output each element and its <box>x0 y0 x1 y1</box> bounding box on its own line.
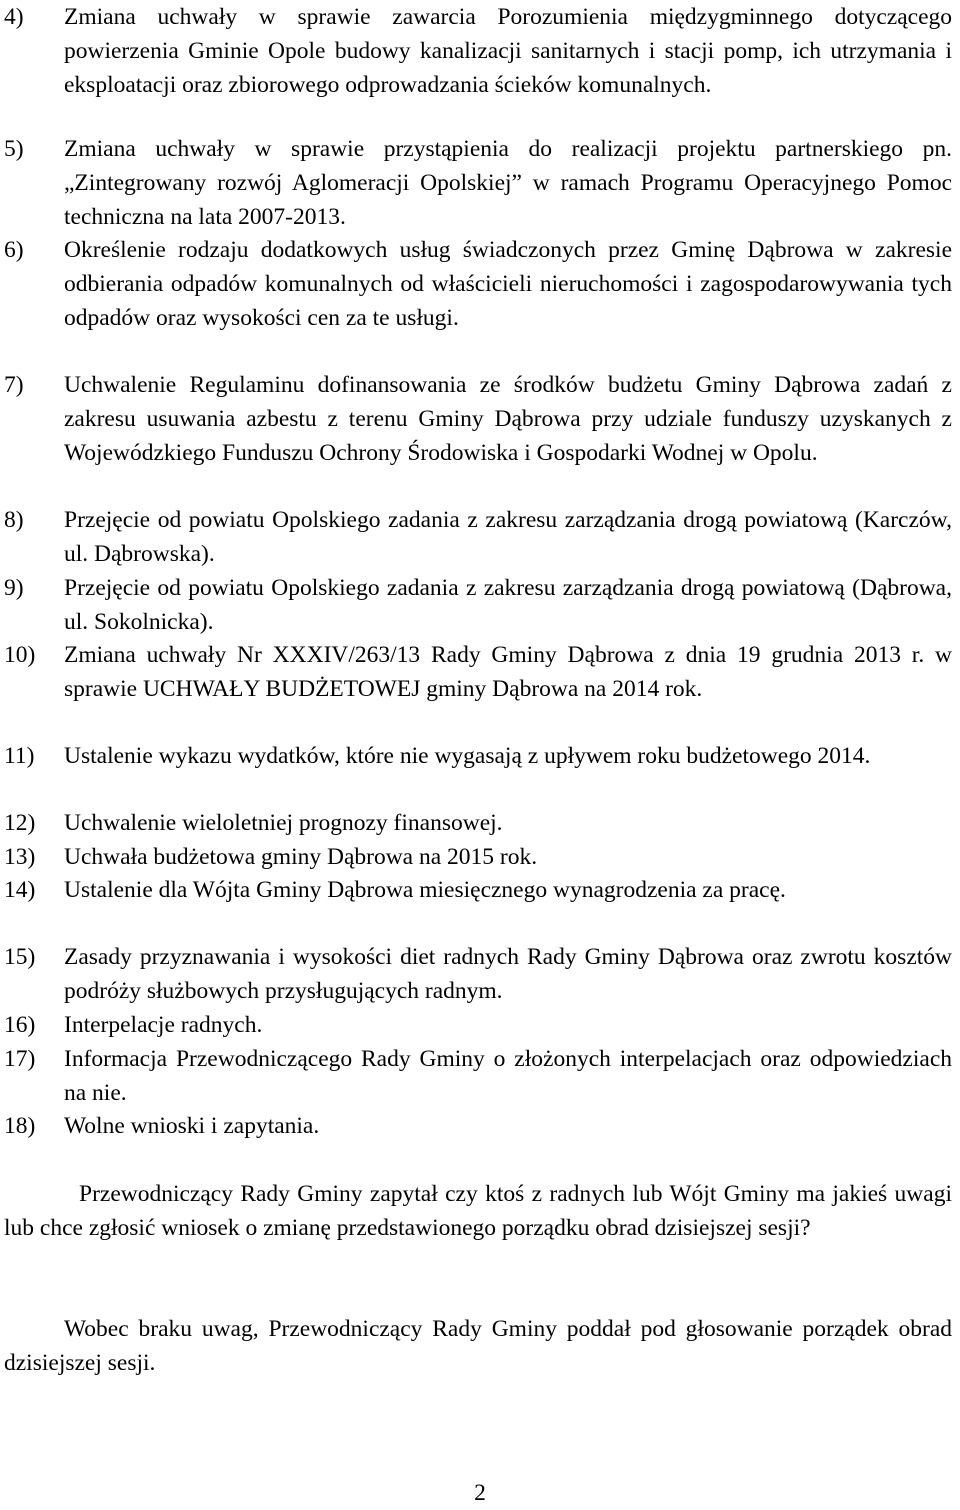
agenda-item-text: Przejęcie od powiatu Opolskiego zadania z zakresu zarządzania drogą powiatową (Dąbrowa, ul. Sokolnicka). <box>64 575 952 635</box>
agenda-item-number: 15) <box>4 944 36 970</box>
agenda-item-number: 16) <box>4 1012 36 1038</box>
agenda-item-text: Zmiana uchwały w sprawie zawarcia Porozumienia międzygminnego dotyczącego powierzenia Gminie Opole budowy kanalizacji sanitarnych i stacji pomp, ich utrzymania i eksploatacji oraz zbiorowego odprowadzania ścieków komunalnych. <box>64 4 952 98</box>
agenda-item-number: 14) <box>4 877 36 903</box>
agenda-item-number: 17) <box>4 1046 36 1072</box>
agenda-item-number: 7) <box>4 372 24 398</box>
agenda-item-text: Interpelacje radnych. <box>64 1012 263 1038</box>
agenda-item-text: Ustalenie dla Wójta Gminy Dąbrowa miesięcznego wynagrodzenia za pracę. <box>64 877 786 903</box>
agenda-item-text: Przejęcie od powiatu Opolskiego zadania z zakresu zarządzania drogą powiatową (Karczów, ul. Dąbrowska). <box>64 507 952 567</box>
agenda-item-number: 12) <box>4 810 36 836</box>
paragraph-text: Wobec braku uwag, Przewodniczący Rady Gminy poddał pod głosowanie porządek obrad dzisiejszej sesji. <box>4 1316 952 1376</box>
agenda-item-text: Informacja Przewodniczącego Rady Gminy o złożonych interpelacjach oraz odpowiedziach na nie. <box>64 1046 952 1106</box>
agenda-item-number: 5) <box>4 136 24 162</box>
agenda-item-number: 18) <box>4 1113 36 1139</box>
agenda-item-number: 4) <box>4 4 24 30</box>
body-paragraph <box>4 1312 952 1380</box>
agenda-item-text: Wolne wnioski i zapytania. <box>64 1113 320 1139</box>
agenda-item-number: 9) <box>4 575 24 601</box>
agenda-item-number: 11) <box>4 743 35 769</box>
agenda-item-text: Określenie rodzaju dodatkowych usług świadczonych przez Gminę Dąbrowa w zakresie odbierania odpadów komunalnych od właścicieli nieruchomości i zagospodarowywania tych odpadów oraz wysokości cen za te usługi. <box>64 237 952 331</box>
agenda-item-number: 10) <box>4 642 36 668</box>
page-number: 2 <box>474 1480 486 1506</box>
agenda-item-text: Zmiana uchwały w sprawie przystąpienia do realizacji projektu partnerskiego pn. „Zintegrowany rozwój Aglomeracji Opolskiej” w ramach Programu Operacyjnego Pomoc techniczna na lata 2007-2013. <box>64 136 952 230</box>
agenda-item-text: Ustalenie wykazu wydatków, które nie wygasają z upływem roku budżetowego 2014. <box>64 743 871 769</box>
body-paragraph <box>4 1177 952 1245</box>
agenda-item-number: 6) <box>4 237 24 263</box>
agenda-item-number: 8) <box>4 507 24 533</box>
agenda-item-text: Uchwalenie Regulaminu dofinansowania ze środków budżetu Gminy Dąbrowa zadań z zakresu usuwania azbestu z terenu Gminy Dąbrowa przy udziale funduszy uzyskanych z Wojewódzkiego Funduszu Ochrony Środowiska i Gospodarki Wodnej w Opolu. <box>64 372 952 466</box>
agenda-item-text: Zmiana uchwały Nr XXXIV/263/13 Rady Gminy Dąbrowa z dnia 19 grudnia 2013 r. w sprawie UCHWAŁY BUDŻETOWEJ gminy Dąbrowa na 2014 rok. <box>64 642 952 702</box>
agenda-item-text: Uchwalenie wieloletniej prognozy finansowej. <box>64 810 503 836</box>
agenda-item-text: Zasady przyznawania i wysokości diet radnych Rady Gminy Dąbrowa oraz zwrotu kosztów podróży służbowych przysługujących radnym. <box>64 944 952 1004</box>
agenda-item-text: Uchwała budżetowa gminy Dąbrowa na 2015 rok. <box>64 844 538 870</box>
agenda-item-number: 13) <box>4 844 36 870</box>
paragraph-text: Przewodniczący Rady Gminy zapytał czy ktoś z radnych lub Wójt Gminy ma jakieś uwagi lub chce zgłosić wniosek o zmianę przedstawionego porządku obrad dzisiejszej sesji? <box>4 1181 952 1241</box>
